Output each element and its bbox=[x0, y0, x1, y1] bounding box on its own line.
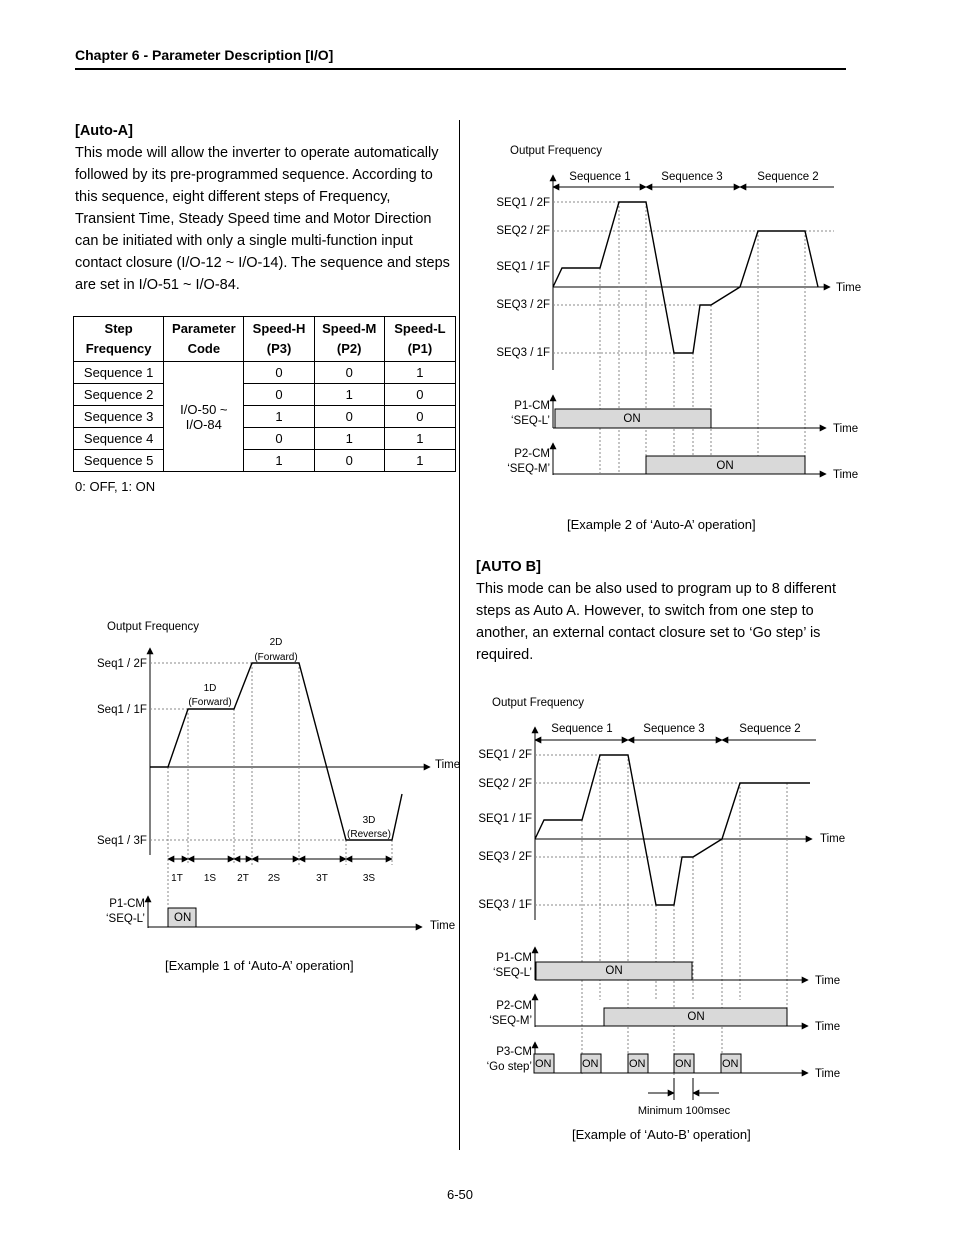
fig2-signal2-name: P2-CM bbox=[514, 448, 550, 460]
fig2-level-seq1-2f: SEQ1 / 2F bbox=[496, 197, 550, 209]
fig1-step-1d-dir: (Forward) bbox=[188, 697, 232, 708]
col-header-speed-m: Speed-M (P2) bbox=[314, 317, 384, 362]
col-header-speed-h: Speed-H (P3) bbox=[244, 317, 314, 362]
fig3-signal1-time-label: Time bbox=[815, 975, 841, 987]
fig3-frequency-trace bbox=[535, 755, 810, 905]
fig1-level-1f: Seq1 / 1F bbox=[97, 704, 147, 716]
figure-auto-b-example bbox=[478, 697, 845, 1117]
fig2-level-seq1-1f: SEQ1 / 1F bbox=[496, 261, 550, 273]
col-header-speed-l: Speed-L (P1) bbox=[384, 317, 455, 362]
col-header-step: Step Frequency bbox=[74, 317, 164, 362]
fig3-level-seq1-1f: SEQ1 / 1F bbox=[478, 813, 532, 825]
auto-b-line: This mode can be also used to program up to 8 different bbox=[476, 581, 837, 597]
fig1-interval-3s: 3S bbox=[362, 873, 376, 884]
fig2-ylabel: Output Frequency bbox=[510, 145, 603, 157]
fig1-signal-time-label: Time bbox=[430, 920, 456, 932]
fig2-signal1-on-label: ON bbox=[623, 413, 641, 425]
fig1-interval-3t: 3T bbox=[316, 873, 328, 884]
fig2-level-seq2-2f: SEQ2 / 2F bbox=[496, 225, 550, 237]
fig3-go-on-label: ON bbox=[535, 1058, 552, 1070]
table-row: Sequence 5 1 0 1 bbox=[74, 450, 456, 472]
auto-b-line: required. bbox=[476, 647, 534, 663]
fig1-step-3d: 3D bbox=[362, 815, 376, 826]
fig2-seq-3: Sequence 3 bbox=[661, 171, 723, 183]
fig3-seq-2: Sequence 2 bbox=[739, 723, 801, 735]
fig3-seq-3: Sequence 3 bbox=[643, 723, 705, 735]
fig2-signal2-alias: ‘SEQ-M’ bbox=[507, 463, 550, 475]
fig3-min-label: Minimum 100msec bbox=[637, 1105, 731, 1117]
fig1-time-label: Time bbox=[435, 759, 461, 771]
table-row: Sequence 3 1 0 0 bbox=[74, 406, 456, 428]
fig1-interval-2t: 2T bbox=[237, 873, 249, 884]
fig2-caption: [Example 2 of ‘Auto-A’ operation] bbox=[567, 517, 756, 532]
fig2-signal2-time-label: Time bbox=[833, 469, 859, 481]
fig2-signal1-name: P1-CM bbox=[514, 400, 550, 412]
fig3-signal3-time-label: Time bbox=[815, 1068, 841, 1080]
auto-b-line: another, an external contact closure set to ‘Go step’ is bbox=[476, 625, 821, 641]
parameter-code-cell: I/O-50 ~ I/O-84 bbox=[164, 362, 244, 472]
fig3-signal2-time-label: Time bbox=[815, 1021, 841, 1033]
auto-a-line: this sequence, eight different steps of Frequency, bbox=[75, 189, 391, 205]
fig3-seq-1: Sequence 1 bbox=[551, 723, 613, 735]
fig3-signal1-on-label: ON bbox=[605, 965, 623, 977]
fig3-go-on-label: ON bbox=[629, 1058, 646, 1070]
auto-a-line: can be initiated with only a single multi-function input bbox=[75, 233, 413, 249]
fig3-level-seq3-2f: SEQ3 / 2F bbox=[478, 851, 532, 863]
table-note: 0: OFF, 1: ON bbox=[75, 479, 156, 494]
fig3-go-on-label: ON bbox=[675, 1058, 692, 1070]
auto-b-title: [AUTO B] bbox=[476, 559, 541, 575]
fig2-frequency-trace bbox=[553, 202, 818, 353]
fig1-step-3d-dir: (Reverse) bbox=[347, 829, 391, 840]
figure-auto-a-example-2 bbox=[496, 145, 861, 481]
fig1-signal-name: P1-CM bbox=[109, 898, 145, 910]
fig1-interval-1s: 1S bbox=[203, 873, 217, 884]
fig3-go-on-label: ON bbox=[582, 1058, 599, 1070]
fig2-guides bbox=[553, 202, 834, 473]
chapter-header: Chapter 6 - Parameter Description [I/O] bbox=[75, 47, 334, 63]
fig1-interval-1t: 1T bbox=[171, 873, 183, 884]
fig2-seq-2: Sequence 2 bbox=[757, 171, 819, 183]
fig3-signal2-alias: ‘SEQ-M’ bbox=[489, 1015, 532, 1027]
fig3-level-seq2-2f: SEQ2 / 2F bbox=[478, 778, 532, 790]
fig1-ylabel: Output Frequency bbox=[107, 621, 200, 633]
auto-a-title: [Auto-A] bbox=[75, 123, 133, 139]
fig3-signal3-alias: ‘Go step’ bbox=[486, 1061, 532, 1073]
fig1-step-1d: 1D bbox=[203, 683, 217, 694]
fig3-ylabel: Output Frequency bbox=[492, 697, 585, 709]
fig2-signal1-time-label: Time bbox=[833, 423, 859, 435]
auto-a-line: Transient Time, Steady Speed time and Motor Direction bbox=[75, 211, 432, 227]
fig1-level-3f: Seq1 / 3F bbox=[97, 835, 147, 847]
fig3-signal2-name: P2-CM bbox=[496, 1000, 532, 1012]
figure-auto-a-example-1 bbox=[97, 621, 460, 932]
table-row: Sequence 2 0 1 0 bbox=[74, 384, 456, 406]
table-row: Sequence 4 0 1 1 bbox=[74, 428, 456, 450]
auto-b-line: steps as Auto A. However, to switch from one step to bbox=[476, 603, 814, 619]
fig1-on-label: ON bbox=[174, 912, 192, 924]
fig3-signal2-on-label: ON bbox=[687, 1011, 705, 1023]
fig1-step-2d-dir: (Forward) bbox=[254, 652, 298, 663]
fig3-level-seq3-1f: SEQ3 / 1F bbox=[478, 899, 532, 911]
fig1-caption: [Example 1 of ‘Auto-A’ operation] bbox=[165, 958, 354, 973]
auto-a-line: are set in I/O-51 ~ I/O-84. bbox=[75, 277, 240, 293]
fig3-guides bbox=[535, 755, 787, 1075]
fig1-level-2f: Seq1 / 2F bbox=[97, 658, 147, 670]
auto-a-line: This mode will allow the inverter to operate automatically bbox=[75, 145, 439, 161]
fig3-signal1-alias: ‘SEQ-L’ bbox=[493, 967, 532, 979]
page-number: 6-50 bbox=[447, 1187, 474, 1202]
fig2-seq-1: Sequence 1 bbox=[569, 171, 631, 183]
fig1-step-2d: 2D bbox=[269, 637, 283, 648]
fig3-caption: [Example of ‘Auto-B’ operation] bbox=[572, 1127, 751, 1142]
fig3-time-label: Time bbox=[820, 833, 846, 845]
auto-a-line: followed by its pre-programmed sequence. According to bbox=[75, 167, 433, 183]
fig3-signal1-name: P1-CM bbox=[496, 952, 532, 964]
col-header-code: Parameter Code bbox=[164, 317, 244, 362]
table-row: Sequence 1 I/O-50 ~ I/O-84 0 0 1 bbox=[74, 362, 456, 384]
fig1-interval-2s: 2S bbox=[267, 873, 281, 884]
fig3-signal3-name: P3-CM bbox=[496, 1046, 532, 1058]
fig1-guides bbox=[150, 663, 392, 905]
fig2-signal2-on-label: ON bbox=[716, 460, 734, 472]
fig3-go-on-label: ON bbox=[722, 1058, 739, 1070]
fig2-signal1-alias: ‘SEQ-L’ bbox=[511, 415, 550, 427]
fig2-level-seq3-2f: SEQ3 / 2F bbox=[496, 299, 550, 311]
fig2-time-label: Time bbox=[836, 282, 862, 294]
fig2-level-seq3-1f: SEQ3 / 1F bbox=[496, 347, 550, 359]
fig1-signal-alias: ‘SEQ-L’ bbox=[106, 913, 145, 925]
fig3-level-seq1-2f: SEQ1 / 2F bbox=[478, 749, 532, 761]
auto-a-line: contact closure (I/O-12 ~ I/O-14). The sequence and steps bbox=[75, 255, 450, 271]
